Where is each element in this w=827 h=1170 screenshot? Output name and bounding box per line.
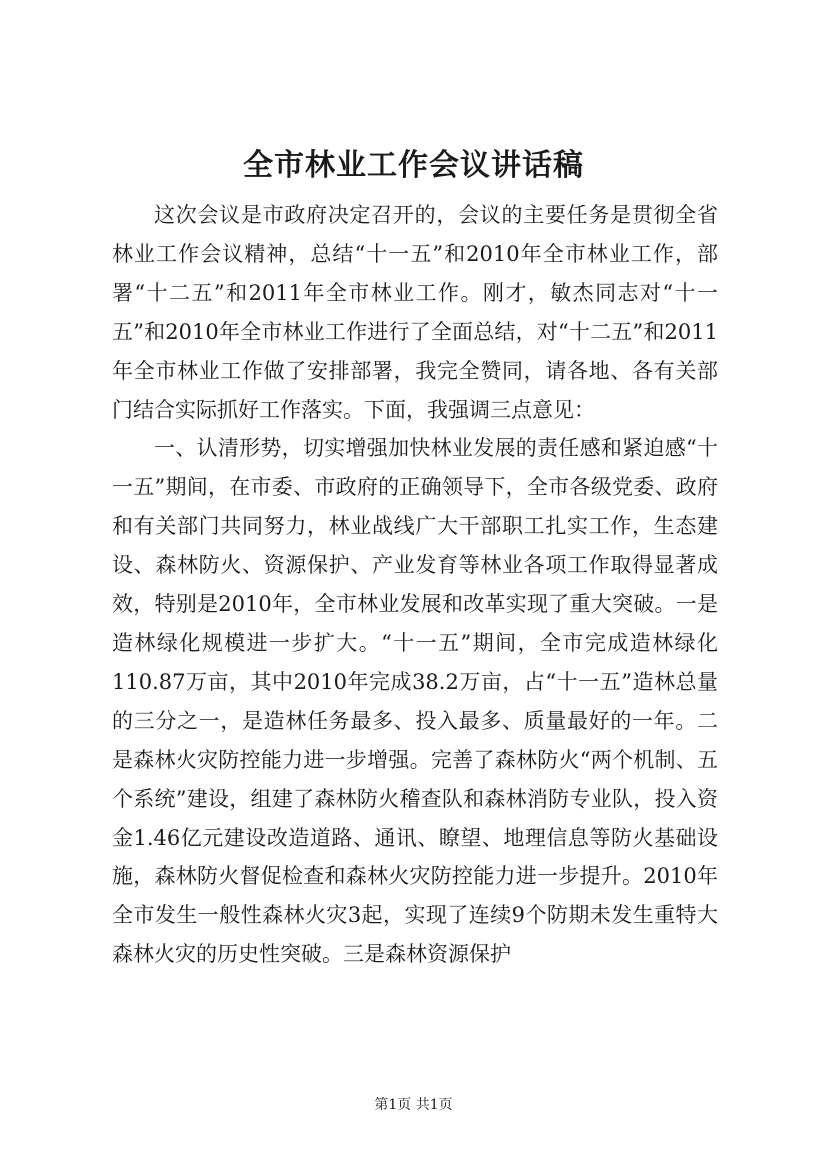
page-number-footer: 第1页 共1页 <box>374 1097 453 1113</box>
document-title: 全市林业工作会议讲话稿 <box>243 148 584 183</box>
document-body <box>112 196 718 974</box>
paragraph-intro: 这次会议是市政府决定召开的，会议的主要任务是贯彻全省林业工作会议精神，总结“十一五”和2010年全市林业工作，部署“十二五”和2011年全市林业工作。刚才，敏杰同志对“十一五”和2010年全市林业工作进行了全面总结，对“十二五”和2011年全市林业工作做了安排部署，我完全赞同，请各地、各有关部门结合实际抓好工作落实。下面，我强调三点意见： <box>112 203 718 422</box>
paragraph-section-one: 一、认清形势，切实增强加快林业发展的责任感和紧迫感“十一五”期间，在市委、市政府的正确领导下，全市各级党委、政府和有关部门共同努力，林业战线广大干部职工扎实工作，生态建设、森林防火、资源保护、产业发育等林业各项工作取得显著成效，特别是2010年，全市林业发展和改革实现了重大突破。一是造林绿化规模进一步扩大。“十一五”期间，全市完成造林绿化110.87万亩，其中2010年完成38.2万亩，占“十一五”造林总量的三分之一，是造林任务最多、投入最多、质量最好的一年。二是森林火灾防控能力进一步增强。完善了森林防火“两个机制、五个系统”建设，组建了森林防火稽查队和森林消防专业队，投入资金1.46亿元建设改造道路、通讯、瞭望、地理信息等防火基础设施，森林防火督促检查和森林火灾防控能力进一步提升。2010年全市发生一般性森林火灾3起，实现了连续9个防期未发生重特大森林火灾的历史性突破。三是森林资源保护 <box>112 436 718 967</box>
